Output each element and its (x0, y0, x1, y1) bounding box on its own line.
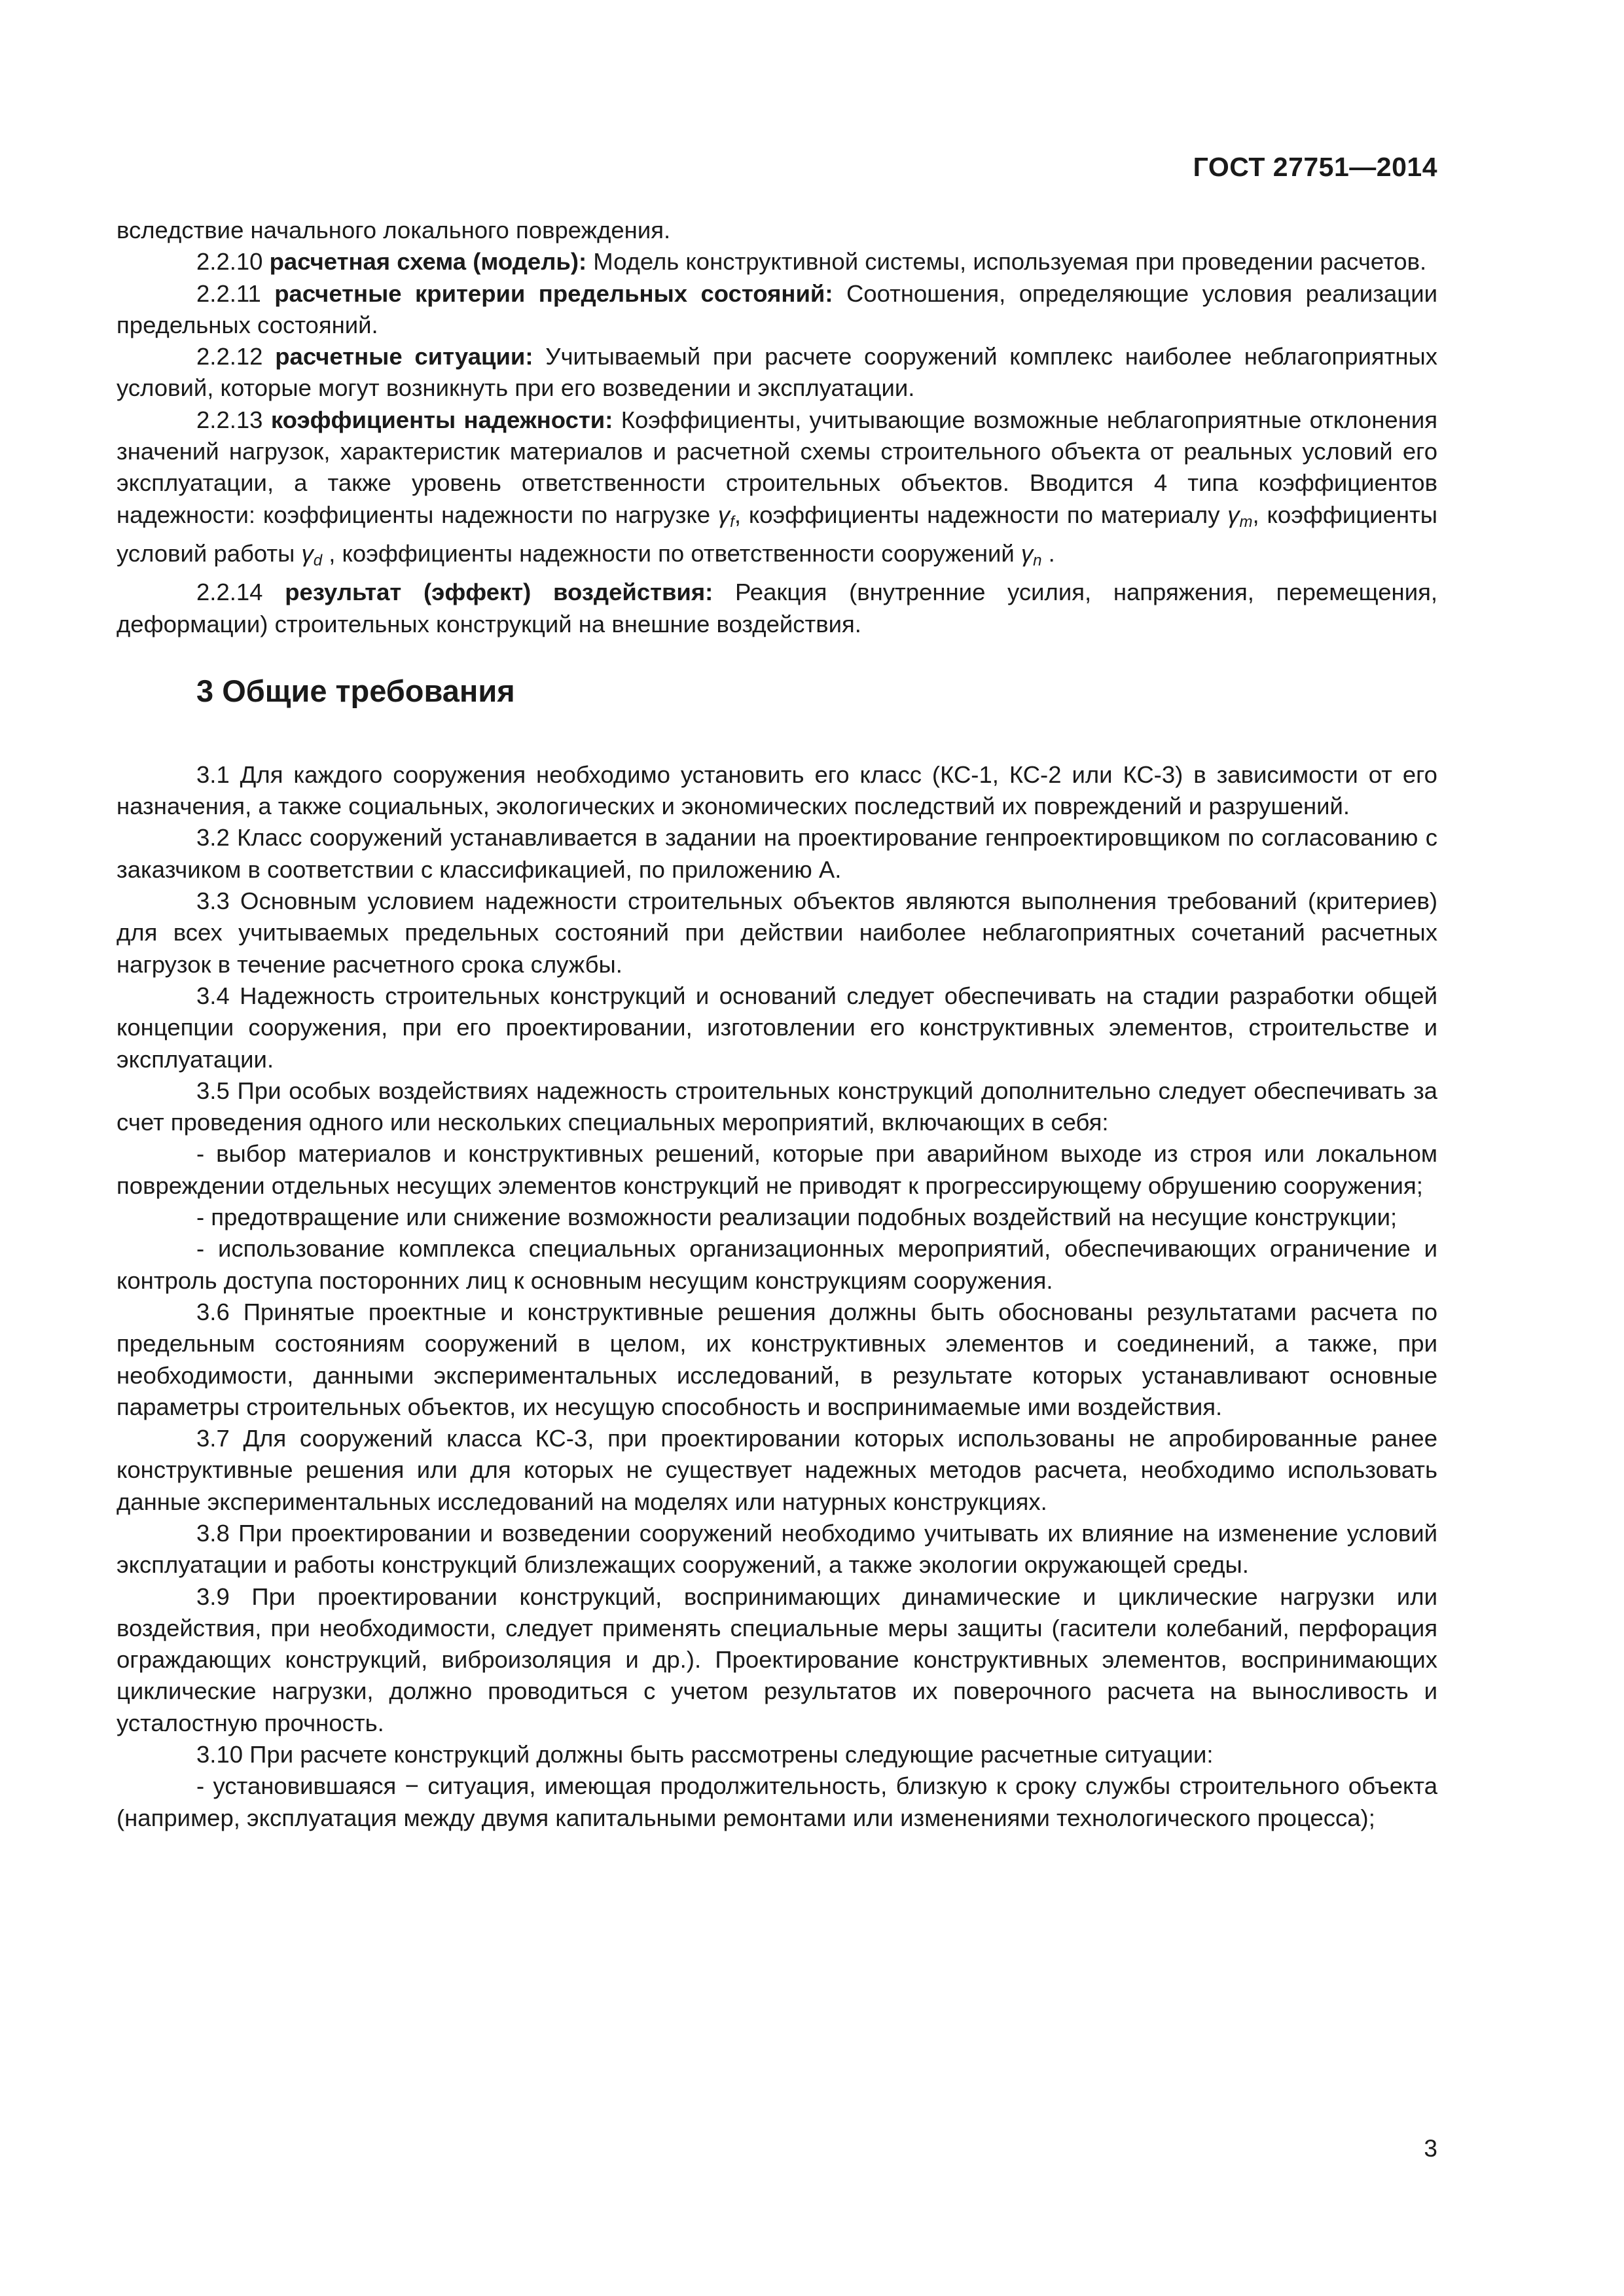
clause-3-9: 3.9 При проектировании конструкций, воспринимающих динамические и циклические нагрузки или воздействия, при необходимости, следует применять специальные меры защиты (гасители колебаний, перфорация ограждающих конструкций, виброизоляция и др.). Проектирование конструктивных элементов, воспринимающих циклические нагрузки, должно проводиться с учетом результатов их поверочного расчета на выносливость и усталостную прочность. (117, 1583, 1437, 1736)
symbol-subscript: m (1239, 512, 1253, 531)
symbol-subscript: f (730, 512, 734, 531)
clause-3-3: 3.3 Основным условием надежности строительных объектов являются выполнения требований (критериев) для всех учитываемых предельных состояний при действии наиболее неблагоприятных сочетаний расчетных нагрузок в течение расчетного срока службы. (117, 888, 1437, 978)
list-item: - предотвращение или снижение возможности реализации подобных воздействий на несущие конструкции; (196, 1204, 1398, 1231)
definition-2-2-12 (117, 341, 1437, 404)
definition-2-2-13 (117, 404, 1437, 577)
gamma-symbol: γ (717, 501, 731, 528)
clause-3-6: 3.6 Принятые проектные и конструктивные решения должны быть обоснованы результатами расчета по предельным состояниям сооружений в целом, их конструктивных элементов и соединений, а также, при необходимости, данными экспериментальных исследований, в результате которых устанавливают основные параметры строительных объектов, их несущую способность и воспринимаемые ими воздействия. (117, 1298, 1437, 1420)
clause-number: 2.2.14 (196, 579, 285, 606)
defined-term: результат (эффект) воздействия: (285, 579, 713, 606)
clause-3-1: 3.1 Для каждого сооружения необходимо установить его класс (КС-1, КС-2 или КС-3) в зависимости от его назначения, а также социальных, экологических и экономических последствий их повреждений и разрушений. (117, 761, 1437, 820)
clause-number: 2.2.12 (196, 343, 276, 370)
definition-2-2-11 (117, 278, 1437, 342)
document-code-header: ГОСТ 27751—2014 (1193, 152, 1437, 182)
definition-text: Соотношения, определяющие условия реализации предельных состояний. (117, 279, 1437, 338)
page-number: 3 (1424, 2135, 1437, 2162)
definition-text: , коэффициенты условий работы (117, 501, 1437, 567)
list-item: - установившаяся − ситуация, имеющая продолжительность, близкую к сроку службы строительного объекта (например, эксплуатация между двумя капитальными ремонтами или изменениями технологического процесса); (117, 1772, 1437, 1831)
clause-3-5: 3.5 При особых воздействиях надежность строительных конструкций дополнительно следует обеспечивать за счет проведения одного или нескольких специальных мероприятий, включающих в себя: (117, 1077, 1437, 1136)
definition-text: Коэффициенты, учитывающие возможные неблагоприятные отклонения значений нагрузок, характеристик материалов и расчетной схемы строительного объекта от реальных условий его эксплуатации, а также уровень ответственности строительных объектов. Вводится 4 типа коэффициентов надежности: коэффициенты надежности по нагрузке (117, 406, 1437, 528)
definition-text: Учитываемый при расчете сооружений комплекс наиболее неблагоприятных условий, которые могут возникнуть при его возведении и эксплуатации. (117, 343, 1438, 402)
clause-number: 2.2.10 (196, 248, 270, 276)
clause-number: 2.2.13 (196, 406, 271, 433)
document-body (117, 215, 1437, 1834)
definition-text: Реакция (внутренние усилия, напряжения, перемещения, деформации) строительных конструкций на внешние воздействия. (117, 579, 1437, 637)
definition-text: Модель конструктивной системы, используемая при проведении расчетов. (586, 248, 1427, 276)
gamma-symbol: γ (301, 539, 314, 567)
gamma-symbol: γ (1227, 501, 1240, 528)
clause-number: 2.2.11 (196, 279, 275, 307)
clause-3-4: 3.4 Надежность строительных конструкций и оснований следует обеспечивать на стадии разработки общей концепции сооружения, при его проектировании, изготовлении его конструктивных элементов, строительстве и эксплуатации. (117, 982, 1437, 1073)
clause-3-7: 3.7 Для сооружений класса КС-3, при проектировании которых использованы не апробированные ранее конструктивные решения или для которых не существует надежных методов расчета, необходимо использовать данные экспериментальных исследований на моделях или натурных конструкциях. (117, 1425, 1437, 1515)
symbol-subscript: d (313, 551, 323, 569)
defined-term: коэффициенты надежности: (270, 406, 613, 433)
defined-term: расчетные ситуации: (275, 343, 533, 370)
paragraph-continuation: вследствие начального локального повреждения. (117, 217, 671, 243)
definition-2-2-10 (117, 246, 1437, 278)
clause-3-8: 3.8 При проектировании и возведении сооружений необходимо учитывать их влияние на изменение условий эксплуатации и работы конструкций близлежащих сооружений, а также экологии окружающей среды. (117, 1519, 1437, 1579)
clause-3-10: 3.10 При расчете конструкций должны быть рассмотрены следующие расчетные ситуации: (196, 1741, 1214, 1768)
gamma-symbol: γ (1020, 539, 1034, 567)
list-item: - выбор материалов и конструктивных решений, которые при аварийном выходе из строя или локальном повреждении отдельных несущих элементов конструкций не приводят к прогрессирующему обрушению сооружения; (117, 1140, 1437, 1199)
list-item: - использование комплекса специальных организационных мероприятий, обеспечивающих ограничение и контроль доступа посторонних лиц к основным несущим конструкциям сооружения. (117, 1235, 1437, 1294)
defined-term: расчетные критерии предельных состояний: (274, 279, 833, 307)
defined-term: расчетная схема (модель): (269, 248, 587, 276)
document-page (117, 0, 1437, 2296)
symbol-subscript: n (1033, 551, 1042, 569)
clause-3-2: 3.2 Класс сооружений устанавливается в задании на проектирование генпроектировщиком по согласованию с заказчиком в соответствии с классификацией, по приложению А. (117, 824, 1437, 883)
definition-text: , коэффициенты надежности по материалу (734, 501, 1228, 528)
definition-text: . (1041, 539, 1055, 567)
section-heading: 3 Общие требования (196, 673, 515, 708)
definition-text: , коэффициенты надежности по ответственности сооружений (322, 539, 1021, 567)
definition-2-2-14 (117, 577, 1437, 640)
